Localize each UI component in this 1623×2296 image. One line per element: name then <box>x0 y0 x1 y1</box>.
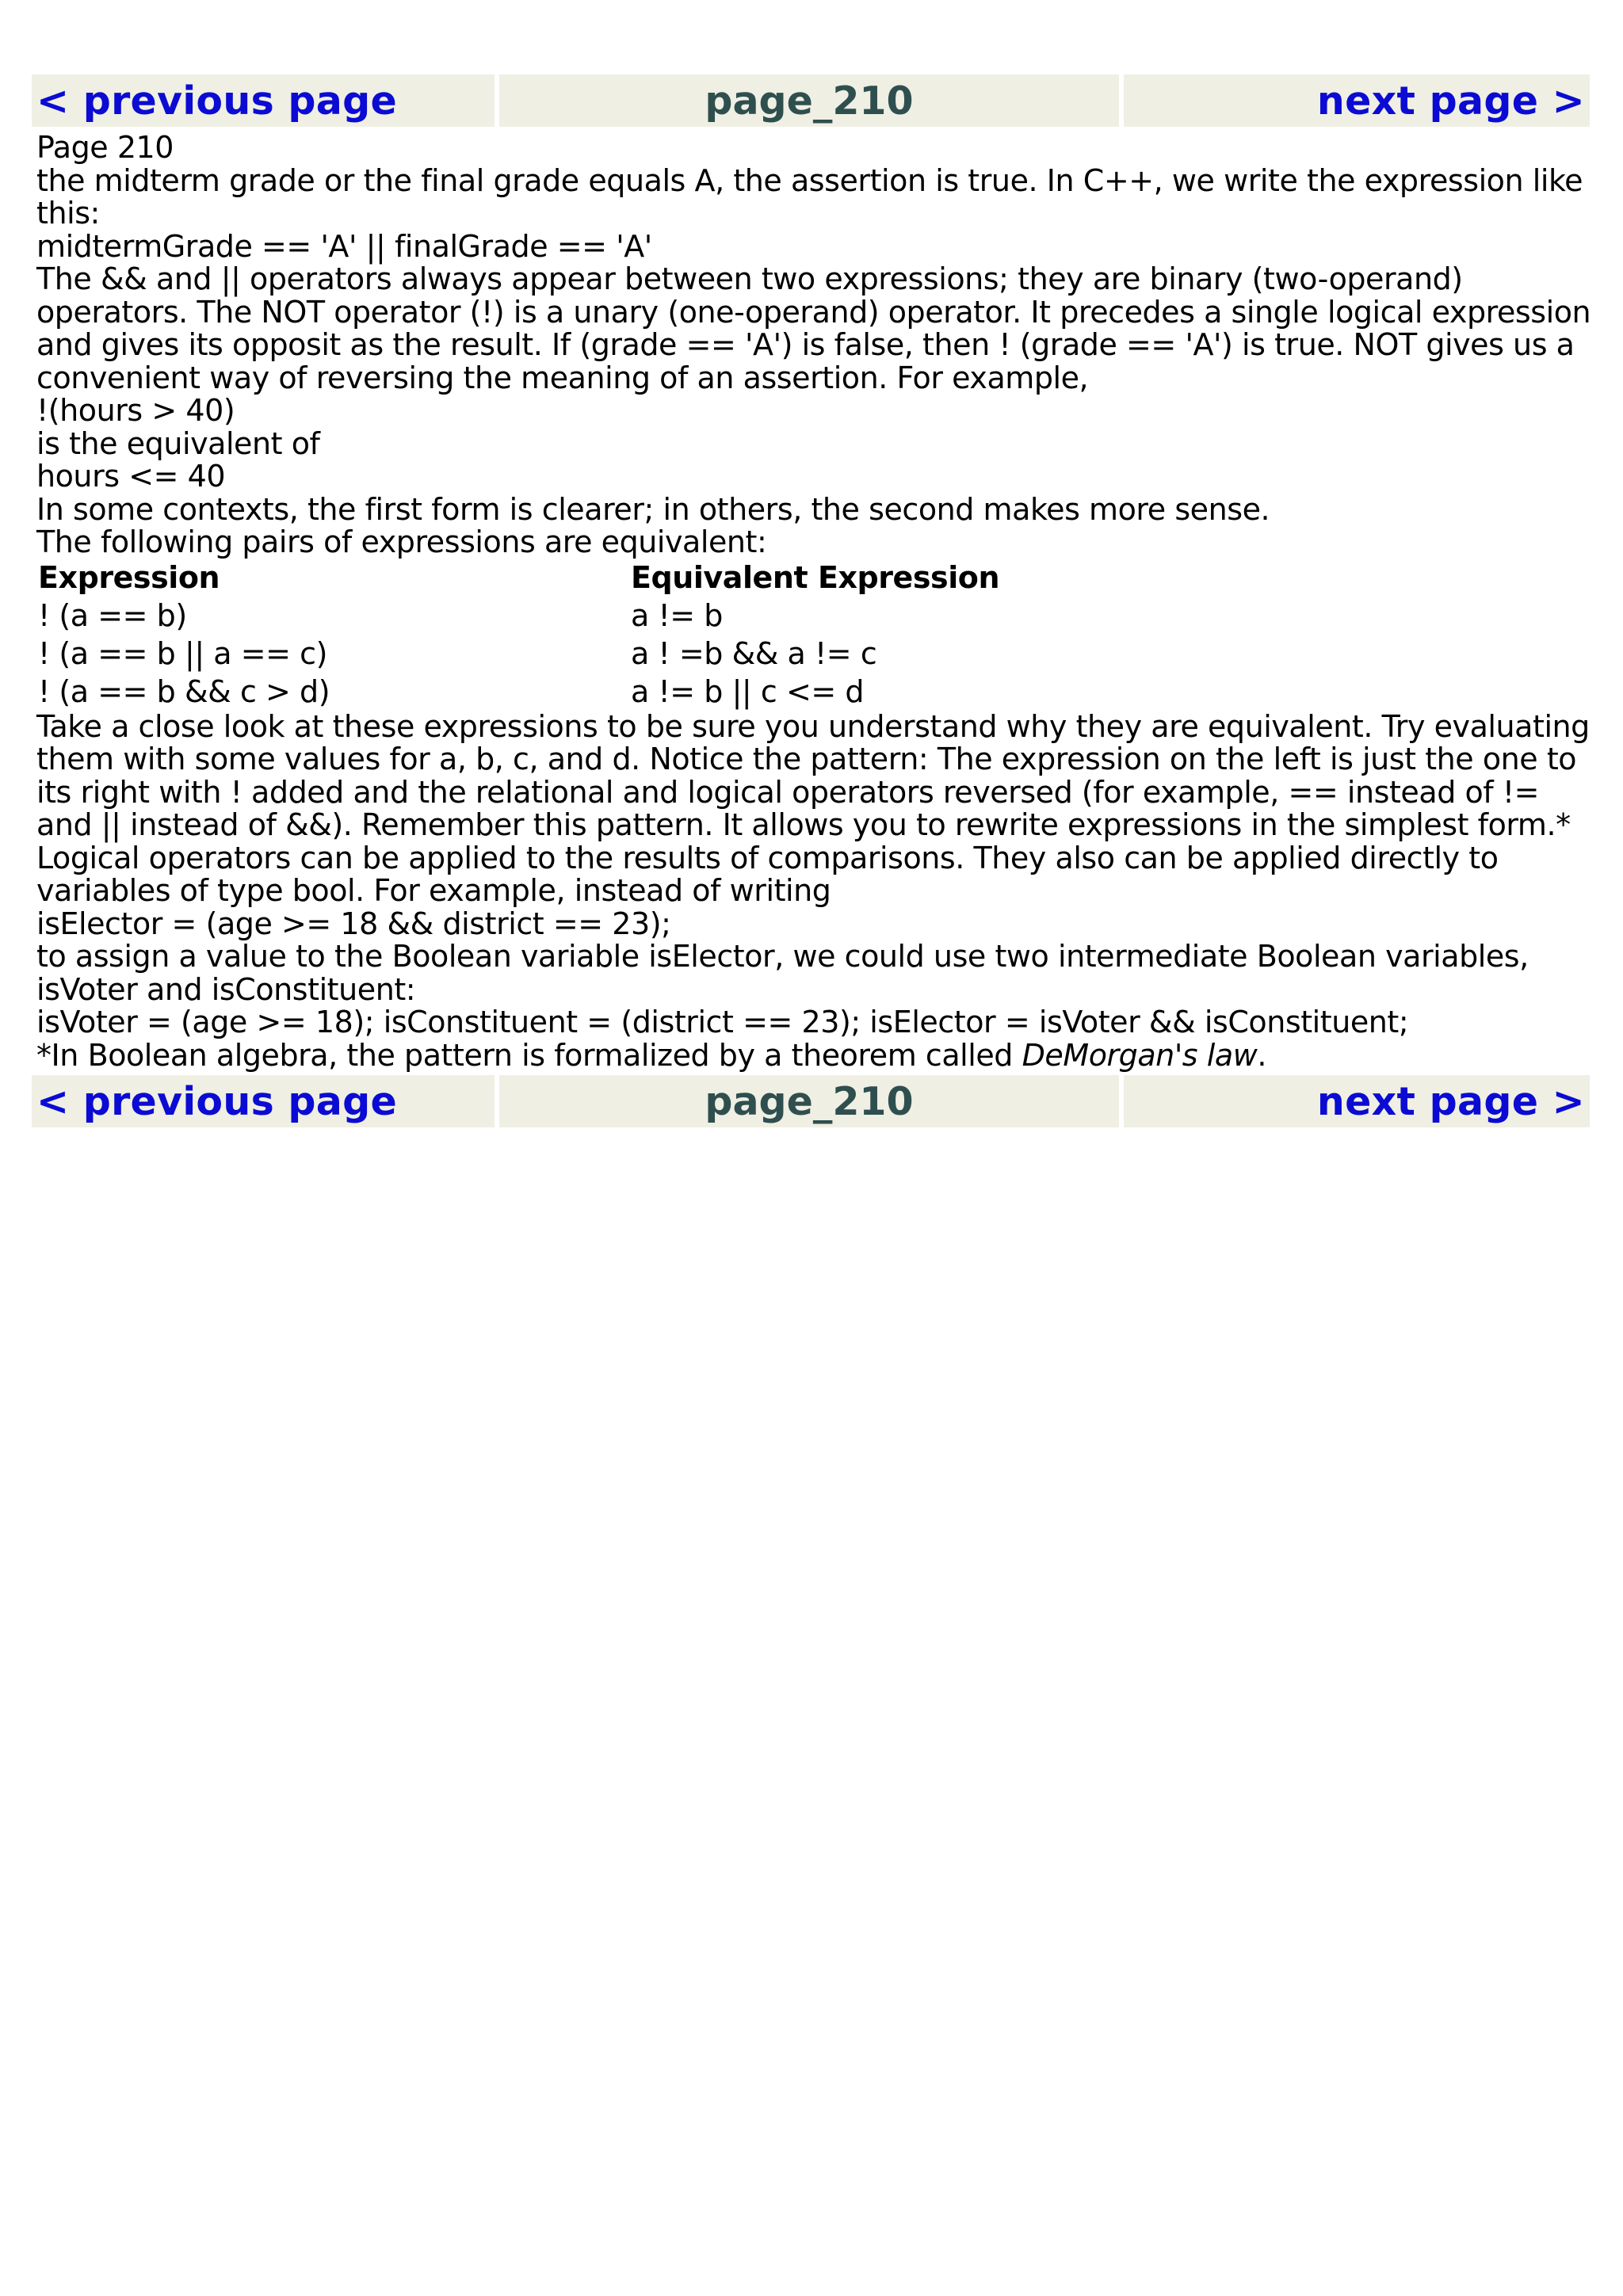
page-label: Page 210 <box>36 130 174 165</box>
table-cell: a != b <box>631 597 723 633</box>
equivalence-table <box>36 561 999 711</box>
bottom-navbar <box>32 1075 1594 1127</box>
page-title: page_210 <box>705 1078 914 1124</box>
footnote-term: DeMorgan's law <box>1022 1037 1258 1073</box>
footnote <box>36 1039 1594 1073</box>
bottom-nav-title-cell <box>499 1075 1119 1127</box>
column-header-expression: Expression <box>38 559 220 595</box>
table-cell: ! (a == b) <box>38 597 187 633</box>
table-row <box>36 635 999 673</box>
table-cell: ! (a == b || a == c) <box>38 635 327 671</box>
table-header-row <box>36 561 999 597</box>
top-nav-title-cell <box>499 74 1119 127</box>
table-cell: a != b || c <= d <box>631 673 865 709</box>
paragraph: The && and || operators always appear between two expressions; they are binary (two-operand) operators. The NOT operator (!) is a unary (one-operand) operator. It precedes a single logical expression and gives its opposit as the result. If (grade == 'A') is false, then ! (grade == 'A') is true. NOT gives us a convenient way of reversing the meaning of an assertion. For example, <box>36 261 1591 395</box>
code-line: isElector = (age >= 18 && district == 23); <box>36 906 671 941</box>
paragraph: is the equivalent of <box>36 425 320 461</box>
code-line: isVoter = (age >= 18); isConstituent = (district == 23); isElector = isVoter && isConstituent; <box>36 1005 1409 1039</box>
bottom-nav-prev-cell <box>32 1075 495 1127</box>
paragraph: Logical operators can be applied to the results of comparisons. They also can be applied directly to variables of type bool. For example, instead of writing <box>36 840 1499 908</box>
next-page-link[interactable]: next page > <box>1316 1078 1585 1124</box>
code-line: !(hours > 40) <box>36 393 235 428</box>
paragraph: the midterm grade or the final grade equals A, the assertion is true. In C++, we write the expression like this: <box>36 162 1583 231</box>
previous-page-link[interactable]: < previous page <box>36 1078 398 1124</box>
paragraph: The following pairs of expressions are equivalent: <box>36 524 767 559</box>
previous-page-link[interactable]: < previous page <box>36 78 398 124</box>
column-header-equivalent: Equivalent Expression <box>631 559 1000 595</box>
code-line: midtermGrade == 'A' || finalGrade == 'A' <box>36 228 652 264</box>
paragraph: Take a close look at these expressions to be sure you understand why they are equivalent. Try evaluating them with some values for a, b, c, and d. Notice the pattern: The expression on the left is just the one to its right with ! added and the relational and logical operators reversed (for example, == instead of != and || instead of &&). Remember this pattern. It allows you to rewrite expressions in the simplest form.* <box>36 708 1590 842</box>
code-line: hours <= 40 <box>36 459 226 494</box>
table-row <box>36 673 999 711</box>
page <box>32 74 1594 1127</box>
footnote-end: . <box>1257 1037 1267 1073</box>
page-content <box>32 127 1594 1075</box>
top-navbar <box>32 74 1594 127</box>
page-title: page_210 <box>705 78 914 124</box>
top-nav-prev-cell <box>32 74 495 127</box>
paragraph: In some contexts, the first form is clearer; in others, the second makes more sense. <box>36 491 1270 527</box>
footnote-text: *In Boolean algebra, the pattern is formalized by a theorem called <box>36 1037 1022 1073</box>
paragraph: to assign a value to the Boolean variable isElector, we could use two intermediate Boolean variables, isVoter and isConstituent: <box>36 939 1529 1007</box>
table-cell: ! (a == b && c > d) <box>38 673 330 709</box>
table-row <box>36 597 999 635</box>
bottom-nav-next-cell <box>1124 1075 1590 1127</box>
table-cell: a ! =b && a != c <box>631 635 877 671</box>
top-nav-next-cell <box>1124 74 1590 127</box>
next-page-link[interactable]: next page > <box>1316 78 1585 124</box>
